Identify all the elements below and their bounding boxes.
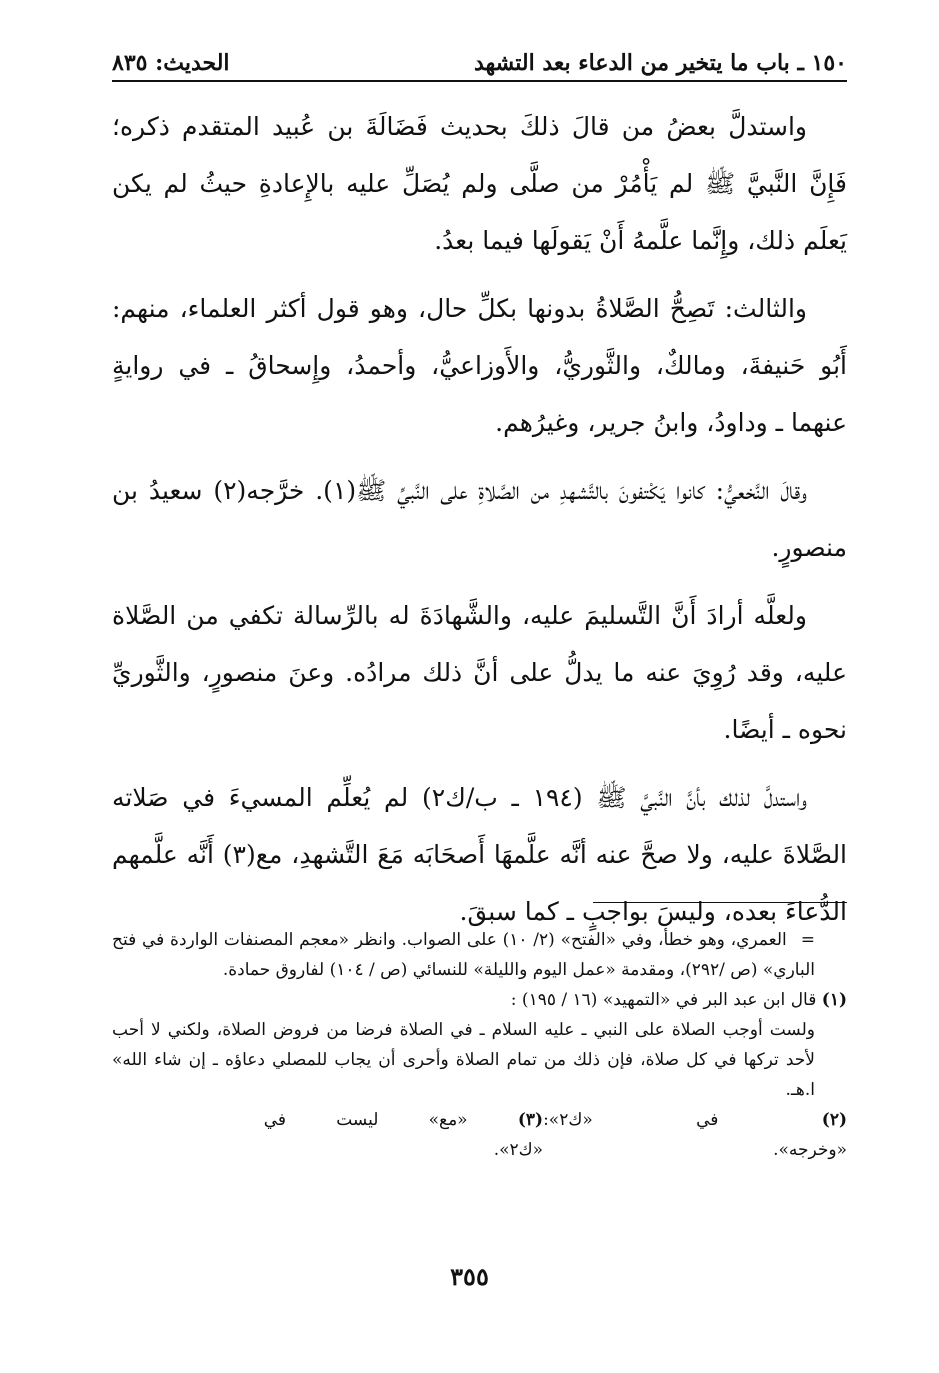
footnotes (112, 925, 847, 1165)
footnote-1-quote: ولست أوجب الصلاة على النبي ـ عليه السلام ـ في الصلاة فرضا من فروض الصلاة، ولكني لا أحب لأحد تركها في كل صلاة، فإن ذلك من تمام الصلاة وأحرى أن يجاب للمصلي دعاؤه ـ إن شاء الله» ا.هـ. (112, 1020, 815, 1100)
hadith-number: الحديث: ٨٣٥ (112, 50, 230, 76)
page-number: ٣٥٥ (450, 1262, 489, 1291)
footnote-2 (543, 1105, 847, 1165)
footnote-2-text: في «ك٢»: «وخرجه». (543, 1110, 847, 1160)
continuation-text: العمري، وهو خطأ، وفي «الفتح» (٢/ ١٠) على الصواب. وانظر «معجم المصنفات الواردة في فتح الباري» (ص /٢٩٢)، ومقدمة «عمل اليوم والليلة» للنسائي (ص / ١٠٤) لفاروق حمادة. (112, 930, 815, 980)
continuation-mark: = (800, 930, 815, 950)
paragraph-1: واستدلَّ بعضُ من قالَ ذلكَ بحديث فَضَالَةَ بن عُبيد المتقدم ذكره؛ فَإِنَّ النَّبيَّ ﷺ لم يَأْمُرْ من صلَّى ولم يُصَلِّ عليه بالإِعادةِ حيثُ لم يكن يَعلَم ذلك، وإِنَّما علَّمهُ أَنْ يَقولَها فيما بعدُ. (112, 112, 848, 255)
footnote-3-text: «مع» ليست في «ك٢». (263, 1110, 544, 1160)
main-text (112, 98, 847, 951)
footnote-3-label: (٣) (517, 1110, 544, 1130)
footnote-3 (34, 1105, 543, 1165)
paragraph-3: وقالَ النَّخعيُّ: كانوا يَكْتفونَ بالتَّشهدِ من الصَّلاةِ على النَّبيِّ ﷺ(١). خرَّجه(٢) سعيدُ بن منصورٍ. (112, 476, 847, 562)
chapter-title: ١٥٠ ـ باب ما يتخير من الدعاء بعد التشهد (473, 50, 847, 76)
footnote-row-2-3 (112, 1105, 847, 1165)
footnote-divider (593, 902, 847, 903)
footnote-1-label: (١) (821, 990, 847, 1010)
footnote-1-text: قال ابن عبد البر في «التمهيد» (١٦ / ١٩٥) : (510, 990, 817, 1010)
paragraph-4: ولعلَّه أرادَ أَنَّ التَّسليمَ عليه، والشَّهادَةَ له بالرِّسالة تكفي من الصَّلاة عليه، وقد رُوِيَ عنه ما يدلُّ على أنَّ ذلك مرادُه. وعنَ منصورٍ، والثَّوريِّ نحوه ـ أيضًا. (112, 601, 847, 744)
paragraph-5: واستدلَّ لذلك بأنَّ النَّبيَّ ﷺ (١٩٤ ـ ب/ك٢) لم يُعلِّم المسيءَ في صَلاته الصَّلاةَ عليه، ولا صحَّ عنه أنَّه علَّمهَا أَصحَابَه مَعَ التَّشهدِ، مع(٣) أَنَّه علَّمهم الدُّعاءَ بعده، وليسَ بواجبٍ ـ كما سبقَ. (112, 783, 848, 926)
paragraph-2: والثالث: تَصِحُّ الصَّلاةُ بدونها بكلِّ حال، وهو قول أكثر العلماء، منهم: أَبُو حَنيفةَ، ومالكٌ، والثَّوريُّ، والأَوزاعيُّ، وأحمدُ، وإِسحاقُ ـ في روايةٍ عنهما ـ وداودُ، وابنُ جرير، وغيرُهم. (112, 294, 847, 437)
footnote-continuation (112, 925, 847, 985)
running-header (112, 42, 847, 82)
footnote-1 (112, 985, 847, 1015)
footnote-2-label: (٢) (821, 1110, 847, 1130)
